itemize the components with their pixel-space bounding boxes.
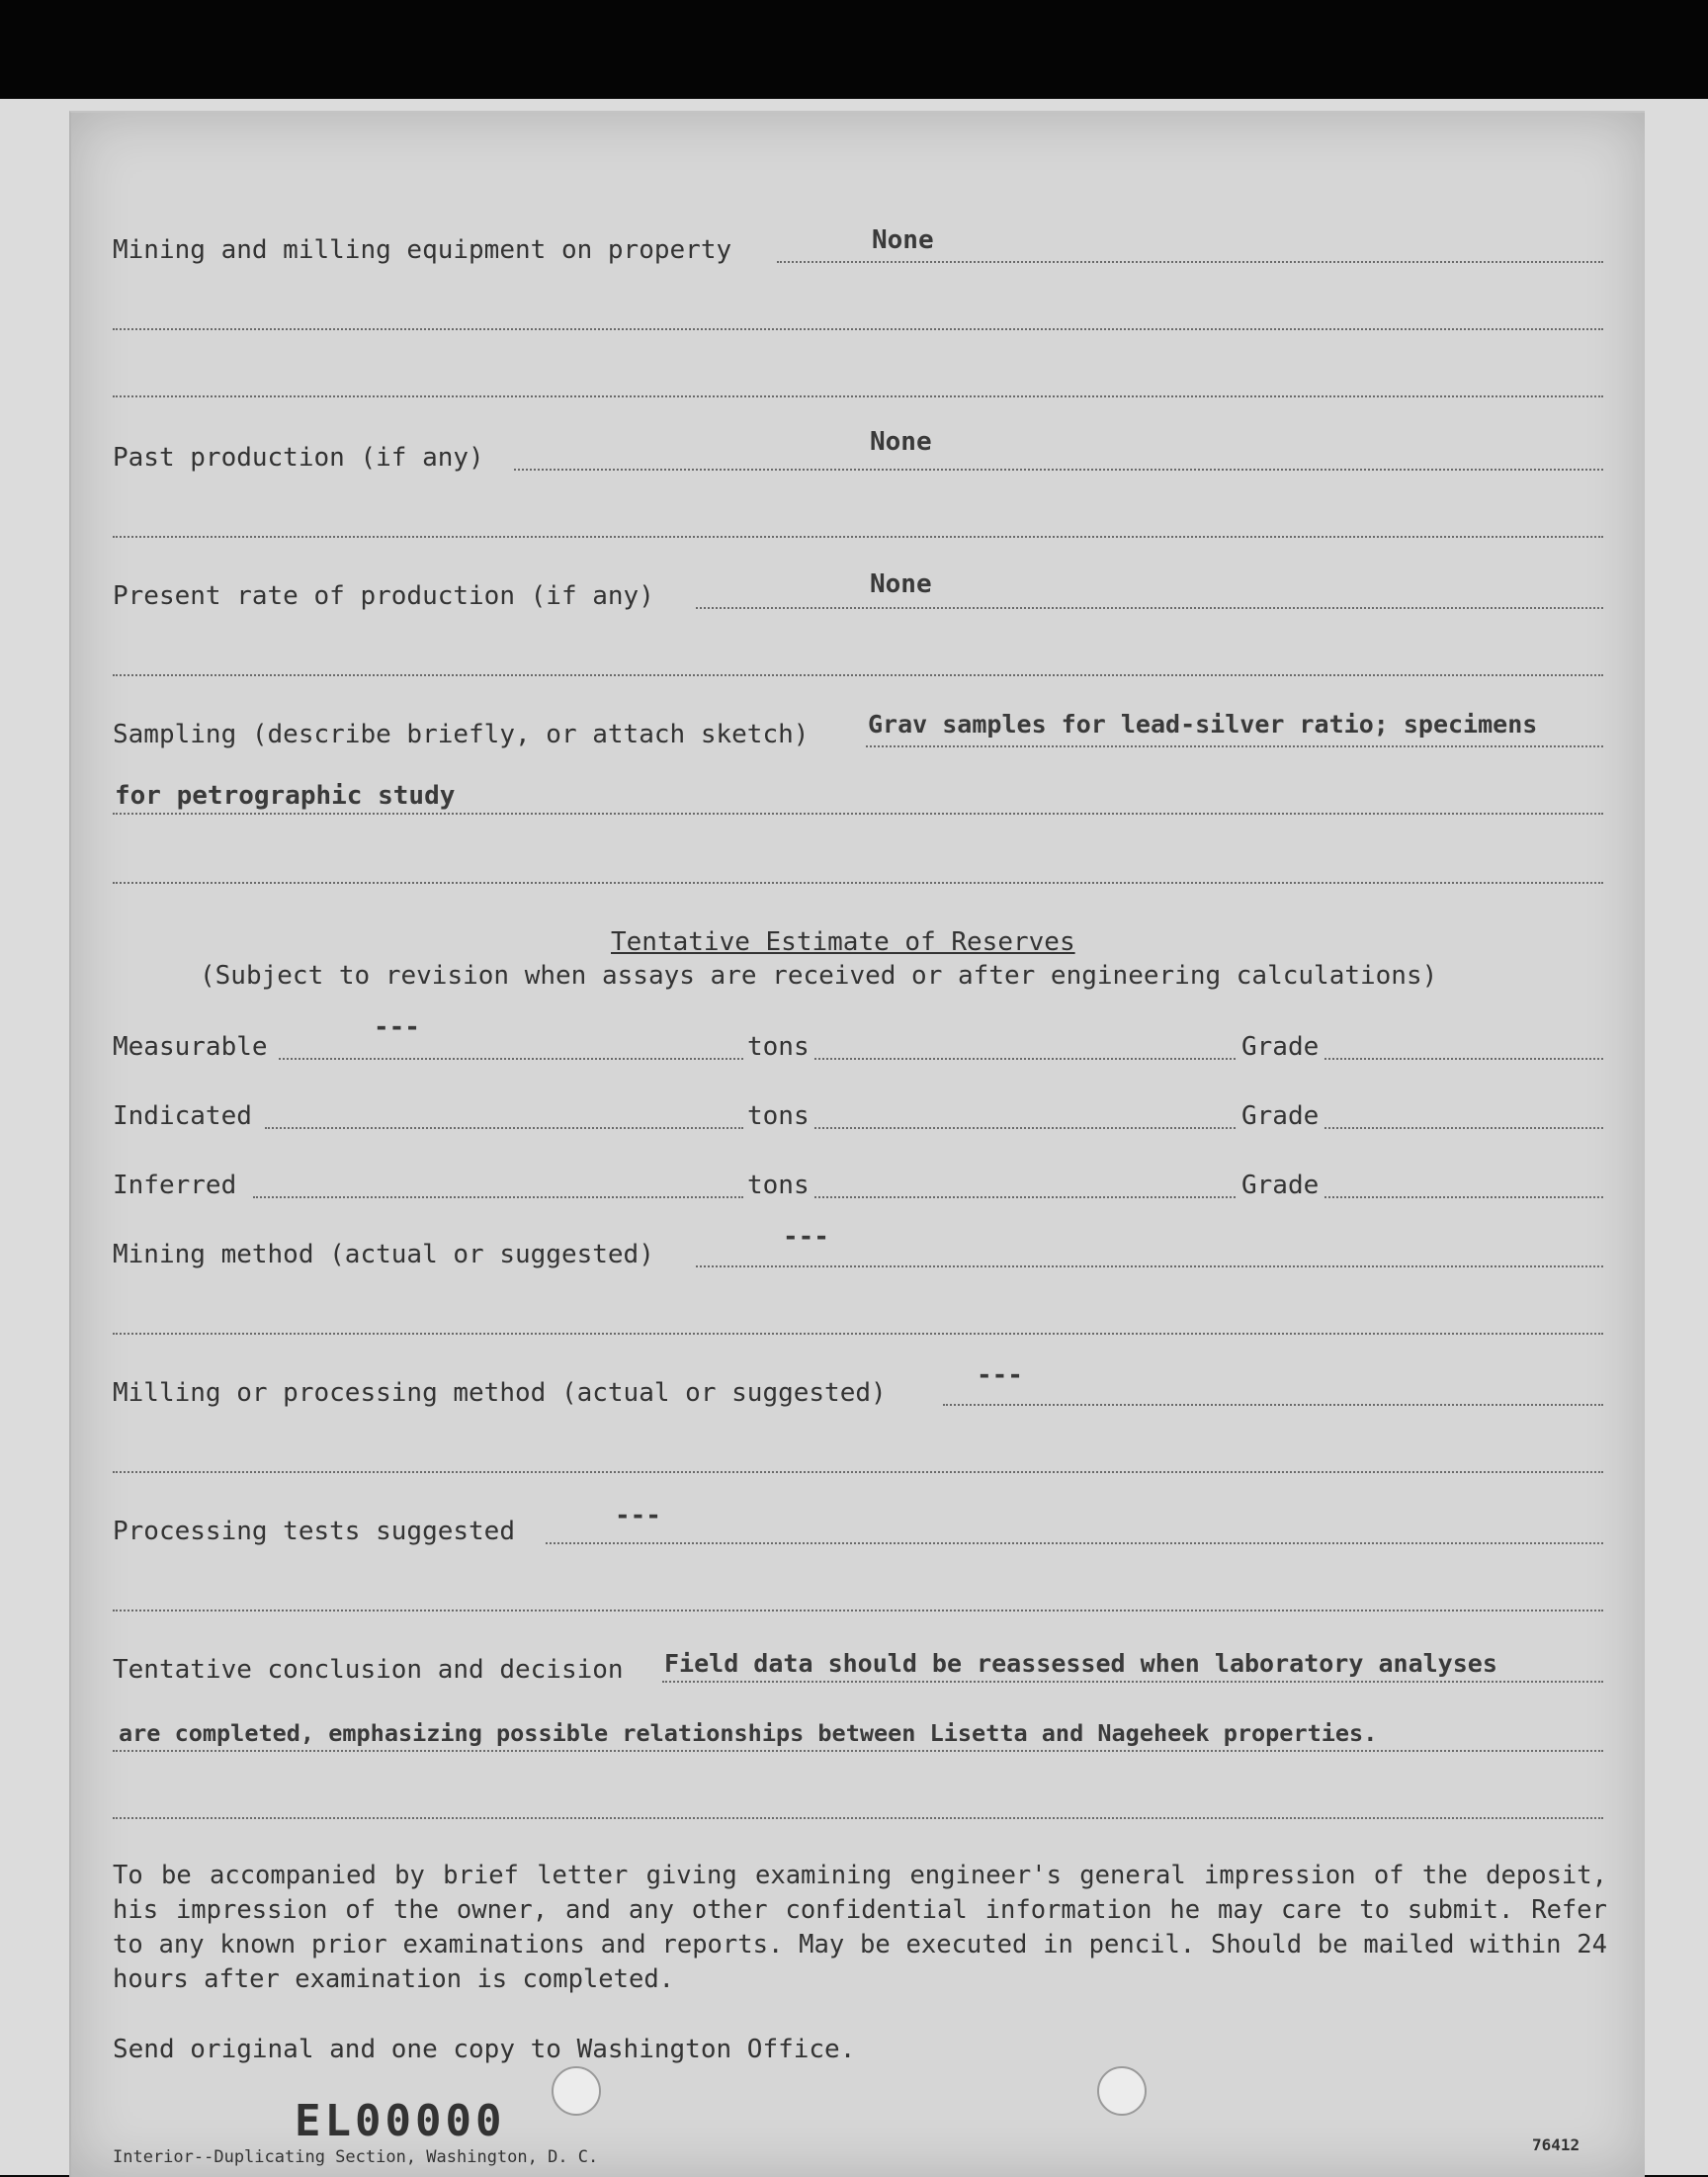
- past-production-line: [514, 469, 1603, 471]
- tons-label: tons: [747, 1101, 810, 1131]
- grade-label: Grade: [1241, 1101, 1320, 1131]
- form-sheet: [69, 111, 1645, 2177]
- form-number: 76412: [1532, 2135, 1580, 2154]
- sampling-value-line1: Grav samples for lead-silver ratio; specimens: [868, 710, 1538, 739]
- tons-label: tons: [747, 1171, 810, 1200]
- grade-line: [1324, 1127, 1603, 1129]
- grade-line: [1324, 1058, 1603, 1060]
- blank-line: [113, 1610, 1603, 1611]
- reserves-title: Tentative Estimate of Reserves: [611, 927, 1075, 957]
- blank-line: [113, 328, 1603, 330]
- sampling-value-line2: for petrographic study: [115, 781, 456, 811]
- grade-label: Grade: [1241, 1032, 1320, 1062]
- send-instructions: Send original and one copy to Washington Office.: [113, 2035, 856, 2064]
- punch-hole: [1097, 2066, 1147, 2116]
- reserves-value-line: [253, 1196, 743, 1198]
- sampling-label: Sampling (describe briefly, or attach sketch): [113, 720, 810, 749]
- past-production-label: Past production (if any): [113, 443, 484, 473]
- document-stamp-number: EL00000: [295, 2096, 506, 2146]
- reserves-value-line: [279, 1058, 743, 1060]
- grade-label: Grade: [1241, 1171, 1320, 1200]
- processing-tests-value: ---: [615, 1501, 661, 1530]
- reserves-row-label: Inferred: [113, 1171, 237, 1200]
- present-rate-label: Present rate of production (if any): [113, 581, 654, 611]
- reserves-row-label: Measurable: [113, 1032, 268, 1062]
- reserves-subtitle: (Subject to revision when assays are received or after engineering calculations): [200, 961, 1438, 991]
- grade-line: [1324, 1196, 1603, 1198]
- tons-label: tons: [747, 1032, 810, 1062]
- equipment-value: None: [872, 225, 934, 255]
- milling-method-label: Milling or processing method (actual or suggested): [113, 1378, 887, 1408]
- blank-line: [113, 882, 1603, 884]
- conclusion-line: [662, 1681, 1603, 1683]
- sampling-line: [866, 745, 1603, 747]
- milling-method-line: [943, 1404, 1603, 1406]
- conclusion-label: Tentative conclusion and decision: [113, 1655, 624, 1685]
- blank-line: [113, 1750, 1603, 1752]
- conclusion-value-line1: Field data should be reassessed when laboratory analyses: [664, 1649, 1497, 1678]
- mining-method-value: ---: [783, 1222, 829, 1252]
- past-production-value: None: [870, 427, 932, 457]
- reserves-row-label: Indicated: [113, 1101, 252, 1131]
- blank-line: [113, 395, 1603, 397]
- blank-line: [113, 536, 1603, 538]
- mining-method-line: [696, 1265, 1603, 1267]
- mining-method-label: Mining method (actual or suggested): [113, 1240, 654, 1269]
- blank-line: [113, 674, 1603, 676]
- present-rate-value: None: [870, 569, 932, 599]
- conclusion-value-line2: are completed, emphasizing possible relationships between Lisetta and Nageheek properties.: [119, 1719, 1378, 1747]
- reserves-value-line: [265, 1127, 743, 1129]
- printer-footer: Interior--Duplicating Section, Washington, D. C.: [113, 2147, 599, 2167]
- present-rate-line: [696, 607, 1603, 609]
- scanner-top-band: [0, 0, 1708, 99]
- processing-tests-label: Processing tests suggested: [113, 1517, 515, 1546]
- tons-line: [814, 1058, 1236, 1060]
- equipment-label: Mining and milling equipment on property: [113, 235, 732, 265]
- reserves-row-value: ---: [374, 1012, 420, 1042]
- punch-hole: [552, 2066, 601, 2116]
- processing-tests-line: [546, 1542, 1603, 1544]
- blank-line: [113, 1333, 1603, 1335]
- tons-line: [814, 1127, 1236, 1129]
- blank-line: [113, 1471, 1603, 1473]
- blank-line: [113, 1817, 1603, 1819]
- blank-line: [113, 813, 1603, 815]
- milling-method-value: ---: [977, 1360, 1023, 1390]
- equipment-line: [777, 261, 1603, 263]
- tons-line: [814, 1196, 1236, 1198]
- instructions-paragraph: To be accompanied by brief letter giving examining engineer's general impression of the deposit, his impression of the owner, and any other confidential information he may care to submit. Refer to any known prior examinations and reports. May be executed in pencil. Should be mailed within 24 hours after examination is completed.: [113, 1861, 1607, 1994]
